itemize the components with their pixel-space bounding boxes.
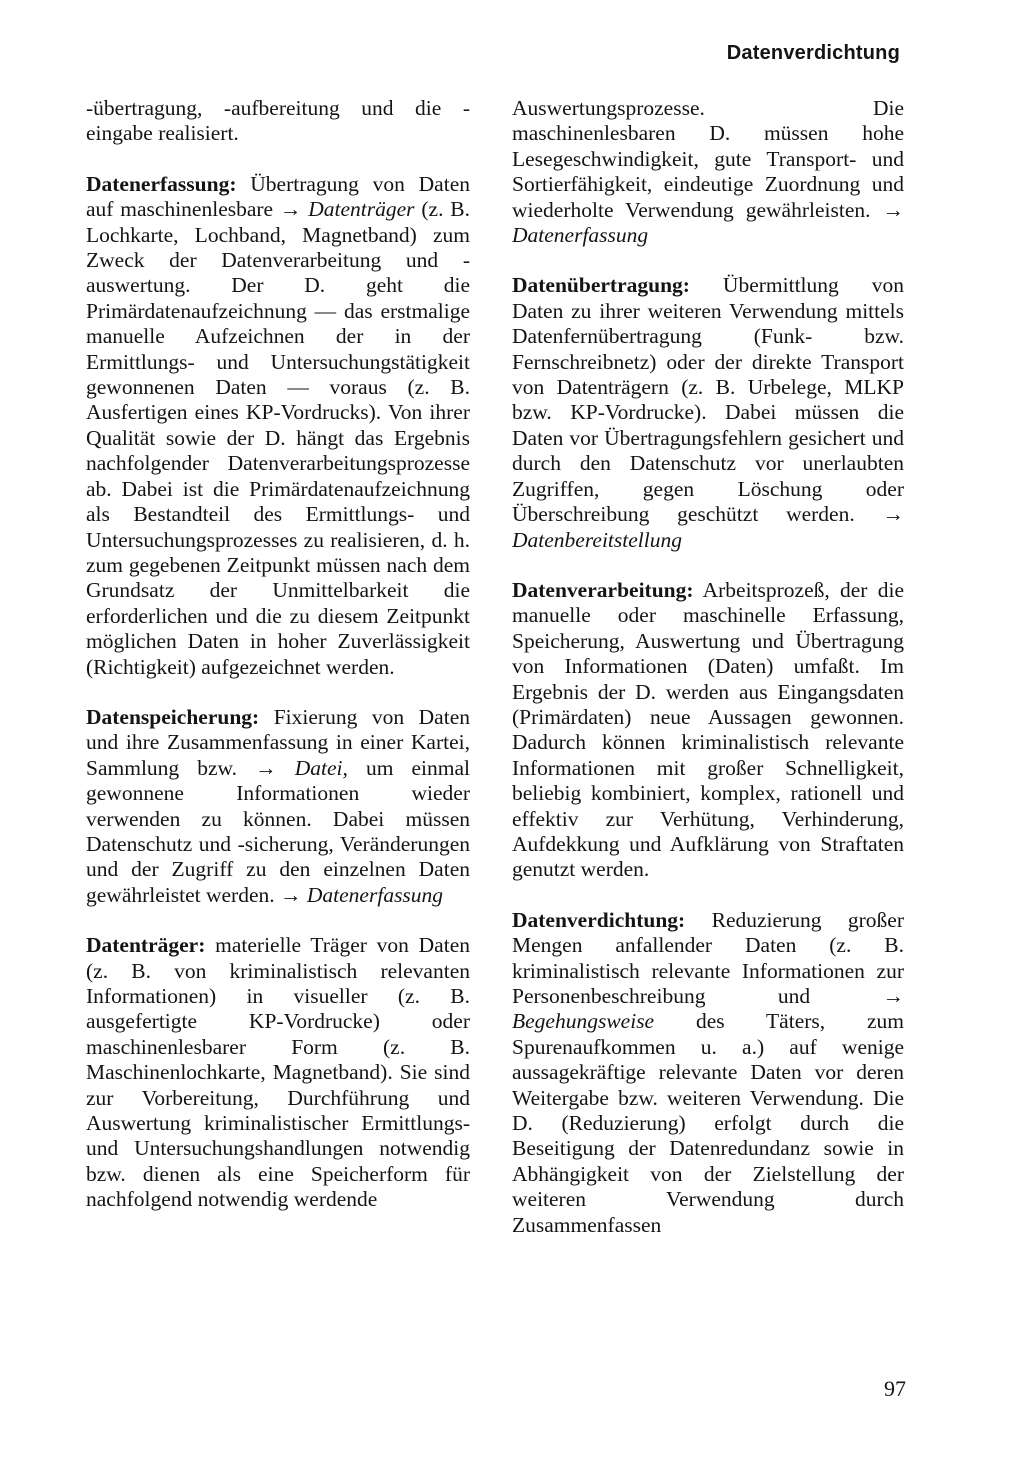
cross-reference: Datenerfassung <box>512 223 649 248</box>
entry-text: materielle Träger von Daten (z. B. von kriminalistisch relevanten Informationen) in visueller (z. B. ausgefertigte KP-Vordrucke) oder maschinenlesbarer Form (z. B. Maschinenlochkarte, Magnetband). Sie sind zur Vorbereitung, Durchführung und Auswertung kriminalistischer Ermittlungs- und Untersuchungshandlungen notwendig bzw. dienen als eine Speicherform für nachfolgend notwendig werdende <box>86 933 470 1212</box>
continuation-paragraph <box>512 96 904 248</box>
entry-datenspeicherung <box>86 705 470 908</box>
entry-term: Datenverdichtung: <box>512 907 686 932</box>
continuation-text: -übertragung, -aufbereitung und die -eingabe realisiert. <box>86 96 470 146</box>
page-number: 97 <box>884 1376 906 1401</box>
entry-text: Reduzierung großer Mengen anfallender Daten (z. B. kriminalistisch relevante Informationen zur Personenbeschreibung und → <box>512 907 904 1008</box>
entry-term: Datenverarbeitung: <box>512 577 694 602</box>
entry-datentraeger <box>86 933 470 1212</box>
entry-text: des Täters, zum Spurenaufkommen u. a.) auf wenige aussagekräftige relevante Daten vor deren Weitergabe bzw. weiteren Verwendung. Die D. (Reduzierung) erfolgt durch die Beseitigung der Datenredundanz sowie in Abhängigkeit von der Zielstellung der weiteren Verwendung durch Zusammenfassen <box>512 1009 904 1237</box>
entry-datenerfassung <box>86 172 470 680</box>
entry-text: Übertragung von Daten auf maschinenlesbare → <box>86 171 470 222</box>
entry-text: (z. B. Lochkarte, Lochband, Magnetband) zum Zweck der Datenverarbeitung und -auswertung. Der D. geht die Primärdatenaufzeichnung — das erstmalige manuelle Aufzeichnen der in der Ermittlungs- und Untersuchungstätigkeit gewonnenen Daten — voraus (z. B. Ausfertigen eines KP-Vordrucks). Von ihrer Qualität sowie der D. hängt das Ergebnis nachfolgender Datenverarbeitungsprozesse ab. Dabei ist die Primärdatenaufzeichnung als Bestandteil des Ermittlungs- und Untersuchungsprozesses zu realisieren, d. h. zum gegebenen Zeitpunkt müssen nach dem Grundsatz der Unmittelbarkeit die erforderlichen und die zu diesem Zeitpunkt möglichen Daten in hoher Zuverlässigkeit (Richtigkeit) aufgezeichnet werden. <box>86 197 470 679</box>
left-column <box>86 96 470 1238</box>
entry-term: Datenträger: <box>86 933 206 958</box>
entry-text: Arbeitsprozeß, der die manuelle oder maschinelle Erfassung, Speicherung, Auswertung und Übertragung von Informationen (Daten) umfaßt. Im Ergebnis der D. werden aus Eingangsdaten (Primärdaten) neue Aussagen gewonnen. Dadurch können kriminalistisch relevante Informationen mit großer Schnelligkeit, beliebig kombiniert, komplex, rationell und effektiv zur Verhütung, Verhinderung, Aufdekkung und Aufklärung von Straftaten genutzt werden. <box>512 577 904 882</box>
cross-reference: Datei, <box>294 755 348 780</box>
entry-datenverarbeitung <box>512 578 904 883</box>
cross-reference: Datenerfassung <box>306 882 444 907</box>
running-head: Datenverdichtung <box>726 42 900 64</box>
entry-text: Übermittlung von Daten zu ihrer weiteren Verwendung mittels Datenfernübertragung (Funk- bzw. Fernschreibnetz) oder der direkte Transport von Datenträgern (z. B. Urbelege, MLKP bzw. KP-Vordrucke). Dabei müssen die Daten vor Übertragungsfehlern gesichert und durch den Datenschutz vor unerlaubten Zugriffen, gegen Löschung oder Überschreibung geschützt werden. → <box>512 273 904 527</box>
entry-term: Datenübertragung: <box>512 273 690 298</box>
cross-reference: Datenträger <box>308 197 415 222</box>
entry-text: um einmal gewonnene Informationen wieder verwenden zu können. Dabei müssen Datenschutz und -sicherung, Veränderungen und der Zugriff zu den einzelnen Daten gewährleistet werden. → <box>86 755 470 907</box>
continuation-text: Auswertungsprozesse. Die maschinenlesbaren D. müssen hohe Lesegeschwindigkeit, gute Transport- und Sortierfähigkeit, eindeutige Zuordnung und wiederholte Verwendung gewährleisten. → <box>512 96 904 222</box>
entry-datenuebertragung <box>512 273 904 552</box>
entry-datenverdichtung <box>512 908 904 1238</box>
entry-term: Datenerfassung: <box>86 171 237 196</box>
cross-reference: Begehungsweise <box>512 1009 655 1034</box>
continuation-paragraph <box>86 96 470 147</box>
entry-text: Fixierung von Daten und ihre Zusammenfassung in einer Kartei, Sammlung bzw. → <box>86 704 470 780</box>
cross-reference: Datenbereitstellung <box>512 527 682 552</box>
right-column <box>512 96 904 1263</box>
entry-term: Datenspeicherung: <box>86 704 260 729</box>
